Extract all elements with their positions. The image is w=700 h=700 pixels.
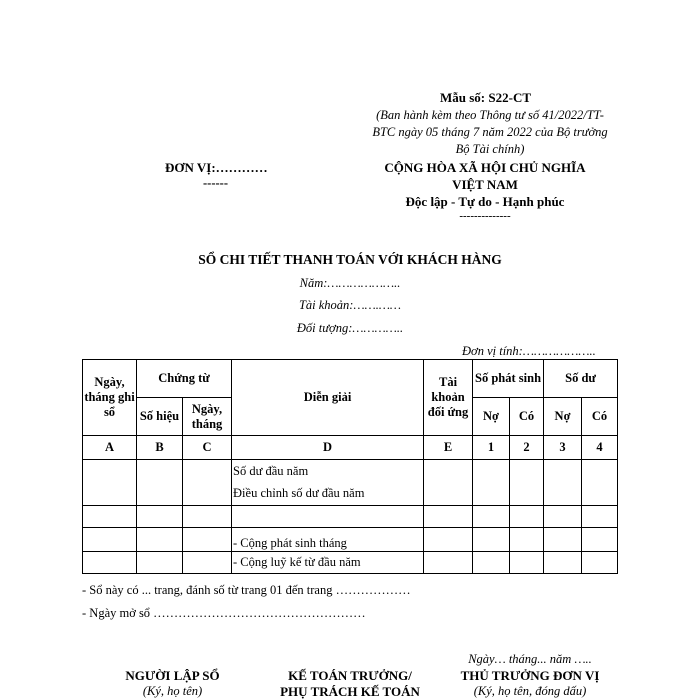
page-title: SỔ CHI TIẾT THANH TOÁN VỚI KHÁCH HÀNG — [198, 252, 502, 267]
col-letter: 3 — [544, 436, 582, 460]
ledger-table — [82, 359, 618, 574]
issuance-line-2: BTC ngày 05 tháng 7 năm 2022 của Bộ trưởng — [372, 125, 608, 139]
account-field: Tài khoản:…….…… — [298, 298, 402, 312]
preparer-title: NGƯỜI LẬP SỔ — [125, 668, 220, 683]
header-arising-debit: Nợ — [473, 398, 510, 436]
unit-dash: ------ — [203, 176, 228, 190]
national-header — [350, 159, 620, 223]
header-voucher-no: Số hiệu — [137, 398, 183, 436]
col-letter: E — [424, 436, 473, 460]
row-cumulative-total: - Cộng luỹ kế từ đầu năm — [232, 552, 424, 574]
row-blank — [232, 506, 424, 528]
page-count-note: - Sổ này có ... trang, đánh số từ trang 01 đến trang ……………… — [82, 583, 411, 597]
column-letter-row — [83, 436, 618, 460]
header-voucher: Chứng từ — [137, 360, 232, 398]
col-letter: A — [83, 436, 137, 460]
national-dash: -------------- — [459, 210, 511, 222]
header-contra-account: Tài khoản đối ứng — [424, 360, 473, 436]
header-arising-credit: Có — [510, 398, 544, 436]
unit-label: ĐƠN VỊ:………… — [165, 160, 268, 175]
col-letter: 2 — [510, 436, 544, 460]
national-motto: Độc lập - Tự do - Hạnh phúc — [405, 194, 565, 209]
col-letter: 1 — [473, 436, 510, 460]
col-letter: C — [183, 436, 232, 460]
national-name-line-1: CỘNG HÒA XÃ HỘI CHỦ NGHĨA — [384, 160, 586, 175]
open-date-note: - Ngày mở sổ …………………………………………… — [82, 606, 366, 620]
currency-unit-field: Đơn vị tính:……………….. — [462, 344, 596, 358]
head-block — [440, 668, 620, 699]
table-row — [83, 506, 618, 528]
head-title: THỦ TRƯỞNG ĐƠN VỊ — [460, 668, 600, 683]
header-arising: Số phát sinh — [473, 360, 544, 398]
header-voucher-date: Ngày, tháng — [183, 398, 232, 436]
table-row — [83, 460, 618, 506]
chief-accountant-block — [260, 668, 440, 700]
year-field: Năm:……………….. — [299, 276, 401, 290]
preparer-block — [100, 668, 245, 699]
signature-date-line: Ngày… tháng... năm ….. — [468, 652, 592, 666]
table-row — [83, 528, 618, 552]
col-letter: 4 — [582, 436, 618, 460]
header-balance-credit: Có — [582, 398, 618, 436]
row-monthly-total: - Cộng phát sinh tháng — [232, 528, 424, 552]
form-issuance-note — [340, 107, 640, 158]
issuance-line-3: Bộ Tài chính) — [455, 142, 525, 156]
table-row — [83, 552, 618, 574]
issuance-line-1: (Ban hành kèm theo Thông tư số 41/2022/TT- — [376, 108, 604, 122]
chief-accountant-title-2: PHỤ TRÁCH KẾ TOÁN — [280, 684, 420, 699]
col-letter: B — [137, 436, 183, 460]
chief-accountant-title-1: KẾ TOÁN TRƯỞNG/ — [288, 668, 412, 683]
header-balance-debit: Nợ — [544, 398, 582, 436]
object-field: Đối tượng:………….. — [296, 321, 404, 335]
national-name-line-2: VIỆT NAM — [452, 177, 518, 192]
preparer-note: (Ký, họ tên) — [142, 684, 203, 698]
opening-balance-cell — [232, 460, 424, 506]
col-letter: D — [232, 436, 424, 460]
form-code: Mẫu số: S22-CT — [440, 90, 532, 105]
header-date: Ngày, tháng ghi sổ — [83, 360, 137, 436]
row-opening-balance: Số dư đầu năm — [233, 464, 309, 478]
header-balance: Số dư — [544, 360, 618, 398]
head-note: (Ký, họ tên, đóng dấu) — [473, 684, 587, 698]
header-description: Diễn giải — [232, 360, 424, 436]
row-opening-adjustment: Điều chỉnh số dư đầu năm — [233, 486, 365, 500]
